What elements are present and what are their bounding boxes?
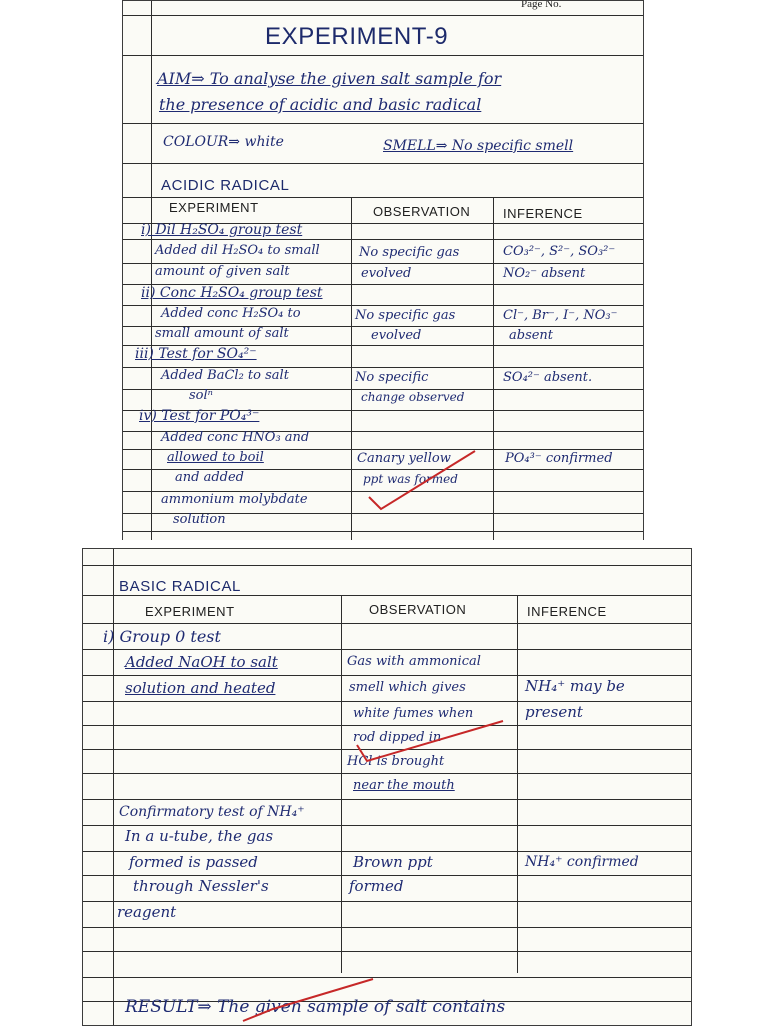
observation-text: No specific [355, 370, 429, 385]
confirmatory-step: In a u-tube, the gas [125, 827, 274, 845]
colour-note: COLOUR⇒ white [163, 134, 284, 150]
rule-line [83, 825, 691, 826]
column-header-experiment: EXPERIMENT [145, 604, 235, 619]
page-number-label: Page No. [521, 0, 562, 10]
observation-text: rod dipped in [353, 730, 442, 745]
rule-line [83, 595, 691, 596]
confirmatory-step: through Nessler's [133, 877, 269, 895]
rule-line [83, 875, 691, 876]
rule-line [83, 623, 691, 624]
observation-text: Brown ppt [353, 853, 433, 871]
experiment-title: EXPERIMENT-9 [265, 23, 449, 50]
confirmatory-step: reagent [117, 903, 177, 921]
test-title: i) Group 0 test [103, 627, 221, 646]
observation-text: smell which gives [349, 680, 466, 695]
rule-line [83, 927, 691, 928]
notebook-page-1 [122, 0, 644, 542]
rule-line [123, 123, 643, 124]
observation-text: HCl is brought [347, 754, 445, 769]
red-check-mark-icon [353, 715, 513, 775]
column-header-inference: INFERENCE [527, 604, 607, 619]
inference-text: NH₄⁺ may be [525, 677, 625, 695]
rule-line [83, 951, 691, 952]
inference-text: NH₄⁺ confirmed [525, 854, 639, 870]
table-column-divider [341, 595, 342, 973]
rule-line [83, 649, 691, 650]
inference-text: Cl⁻, Br⁻, I⁻, NO₃⁻ [503, 308, 618, 323]
observation-text: formed [349, 877, 404, 895]
column-header-observation: OBSERVATION [369, 602, 467, 617]
test-step: and added [175, 470, 244, 485]
observation-text: No specific gas [355, 308, 456, 323]
column-header-observation: OBSERVATION [373, 204, 471, 219]
rule-line [83, 851, 691, 852]
aim-line-1: AIM⇒ To analyse the given salt sample for [157, 69, 502, 88]
column-header-experiment: EXPERIMENT [169, 200, 259, 215]
red-check-mark-icon [363, 445, 483, 515]
test-step: Added dil H₂SO₄ to small [155, 243, 320, 258]
test-step: Added conc HNO₃ and [161, 430, 310, 445]
test-step: ammonium molybdate [161, 492, 308, 507]
confirmatory-step: formed is passed [129, 853, 258, 871]
page-gap [0, 540, 768, 548]
test-step: amount of given salt [155, 264, 290, 279]
rule-line [83, 901, 691, 902]
rule-line [83, 701, 691, 702]
test-title: iii) Test for SO₄²⁻ [135, 346, 257, 362]
test-step: Added conc H₂SO₄ to [161, 306, 301, 321]
rule-line [83, 565, 691, 566]
margin-line [151, 1, 152, 541]
test-step: solⁿ [189, 388, 213, 403]
rule-line [83, 977, 691, 978]
test-step: Added BaCl₂ to salt [161, 368, 289, 383]
observation-text: evolved [371, 328, 422, 343]
table-column-divider [351, 197, 352, 541]
confirmatory-step: Confirmatory test of NH₄⁺ [119, 804, 305, 820]
inference-text: CO₃²⁻, S²⁻, SO₃²⁻ [503, 244, 616, 259]
rule-line [123, 197, 643, 198]
rule-line [83, 799, 691, 800]
rule-line [123, 55, 643, 56]
notebook-page-2 [82, 548, 692, 1026]
inference-text: PO₄³⁻ confirmed [505, 451, 613, 466]
observation-text: Gas with ammonical [347, 654, 481, 669]
margin-line [113, 549, 114, 1025]
observation-text: Canary yellow [357, 451, 451, 466]
acidic-radical-heading: ACIDIC RADICAL [161, 177, 290, 194]
observation-text: white fumes when [353, 706, 474, 721]
inference-text: absent [509, 328, 554, 343]
observation-text: ppt was formed [363, 472, 458, 486]
rule-line [83, 675, 691, 676]
test-step: allowed to boil [167, 450, 264, 465]
test-step: small amount of salt [155, 326, 289, 341]
rule-line [123, 15, 643, 16]
smell-note: SMELL⇒ No specific smell [383, 138, 574, 154]
inference-text: SO₄²⁻ absent. [503, 370, 593, 385]
red-check-mark-icon [233, 975, 383, 1025]
test-step: Added NaOH to salt [125, 653, 278, 671]
inference-text: NO₂⁻ absent [503, 266, 586, 281]
observation-text: evolved [361, 266, 412, 281]
test-title: i) Dil H₂SO₄ group test [141, 222, 303, 238]
aim-line-2: the presence of acidic and basic radical [159, 95, 482, 114]
test-title: ii) Conc H₂SO₄ group test [141, 285, 323, 301]
observation-text: near the mouth [353, 778, 455, 793]
inference-text: present [525, 703, 583, 721]
rule-line [123, 239, 643, 240]
rule-line [123, 163, 643, 164]
observation-text: No specific gas [359, 245, 460, 260]
column-header-inference: INFERENCE [503, 206, 583, 221]
test-title: iv) Test for PO₄³⁻ [139, 408, 260, 424]
result-line: RESULT⇒ The given sample of salt contains [125, 997, 506, 1017]
observation-text: change observed [361, 390, 465, 404]
table-column-divider [517, 595, 518, 973]
test-step: solution and heated [125, 679, 276, 697]
basic-radical-heading: BASIC RADICAL [119, 578, 241, 595]
rule-line [123, 531, 643, 532]
table-column-divider [493, 197, 494, 541]
test-step: solution [173, 512, 226, 527]
